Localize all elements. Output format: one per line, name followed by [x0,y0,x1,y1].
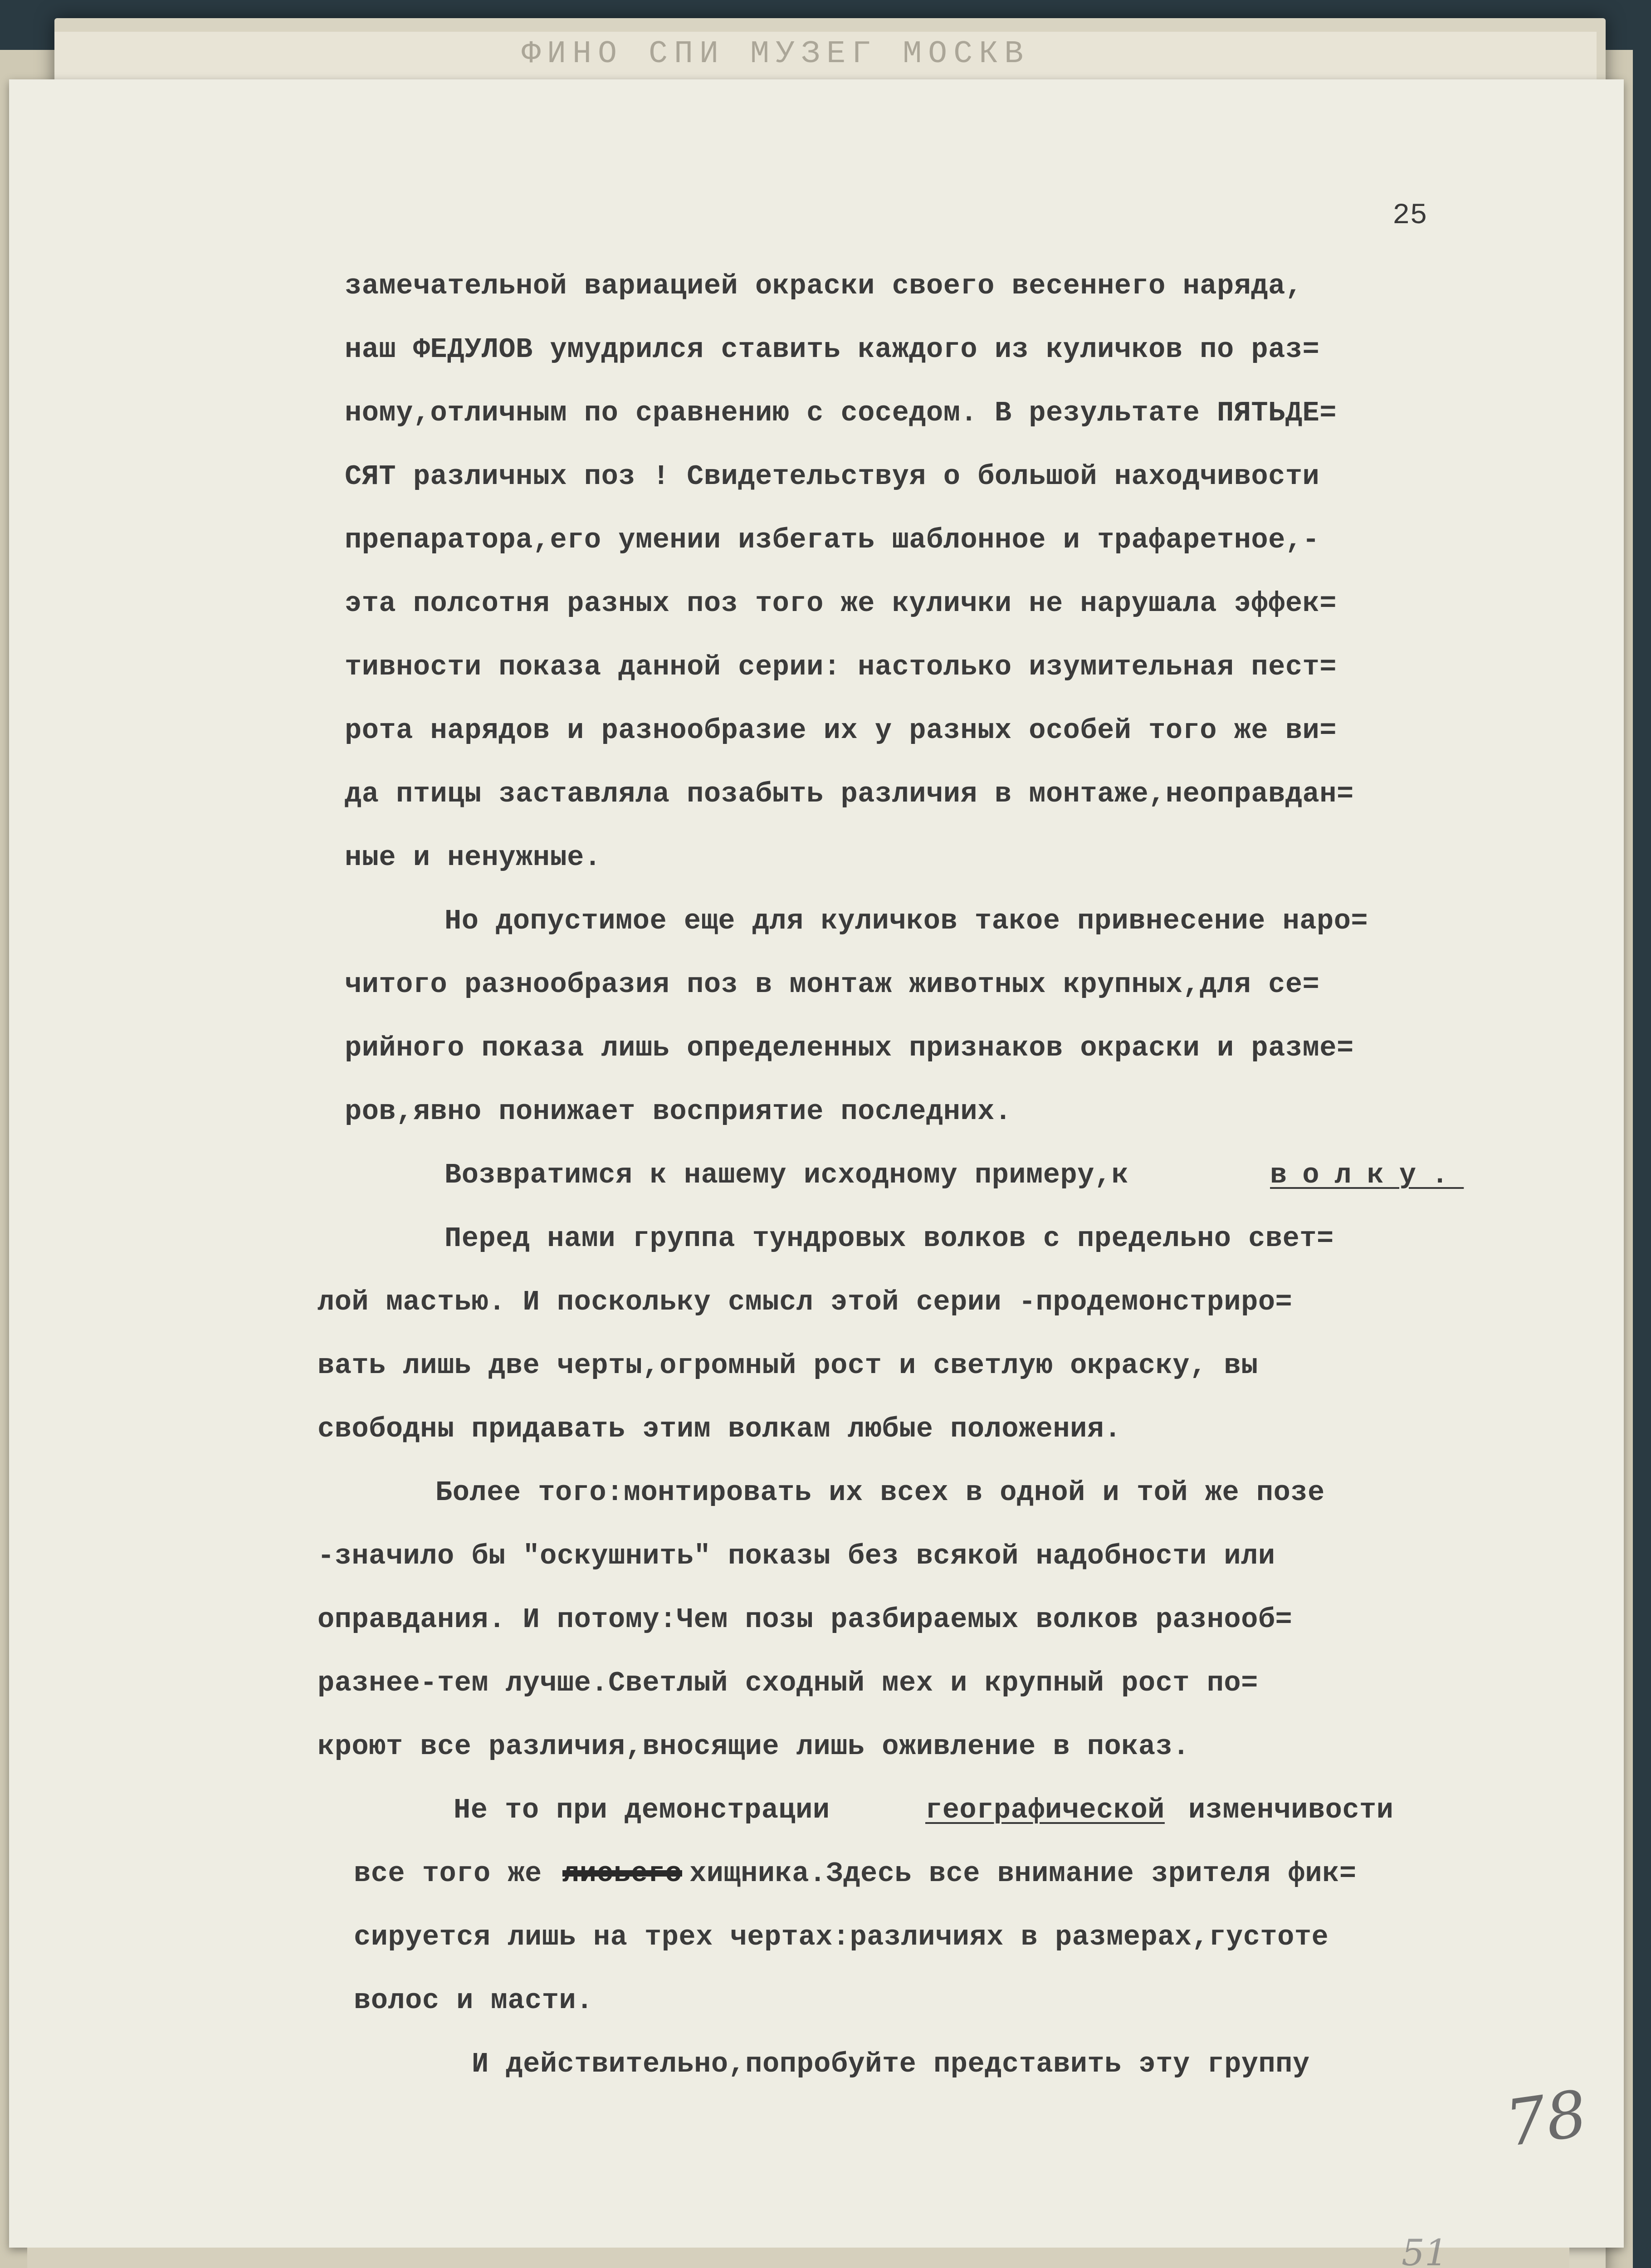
text-line: Более того:монтировать их всех в одной и той же позе [435,1476,1325,1509]
text-line: эта полсотня разных поз того же кулички не нарушала эффек= [345,587,1337,620]
underlined-word-wolf: волку. [1270,1159,1464,1191]
text-line: -значило бы "оскушнить" показы без всякой надобности или [318,1540,1275,1572]
text-line: Но допустимое еще для куличков такое привнесение наро= [444,905,1368,937]
text-line: изменчивости [1188,1794,1394,1826]
text-line: ному,отличным по сравнению с соседом. В результате ПЯТЬДЕ= [345,397,1337,429]
page-number: 25 [1392,200,1427,232]
text-line: ные и ненужные. [345,841,601,874]
text-line: Возвратимся к нашему исходному примеру,к [444,1159,1129,1191]
text-line: Перед нами группа тундровых волков с предельно свет= [444,1222,1334,1255]
text-line: препаратора,его умении избегать шаблонное и трафаретное,- [345,524,1320,556]
text-line: разнее-тем лучше.Светлый сходный мех и крупный рост по= [318,1667,1258,1699]
text-line: Не то при демонстрации [454,1794,830,1826]
text-line: читого разнообразия поз в монтаж животных крупных,для се= [345,968,1320,1001]
struck-word: лисьего [562,1857,682,1890]
text-line: лой мастью. И поскольку смысл этой серии -продемонстриро= [318,1286,1293,1318]
text-line: рота нарядов и разнообразие их у разных особей того же ви= [345,714,1337,747]
text-line: волос и масти. [354,1984,593,2017]
page-bottom-edge [27,2248,1569,2268]
text-line: свободны придавать этим волкам любые положения. [318,1413,1122,1445]
bottom-margin-mark: 51 [1402,2232,1448,2268]
text-line: хищника.Здесь все внимание зрителя фик= [689,1857,1357,1890]
text-line: кроют все различия,вносящие лишь оживление в показ. [318,1730,1190,1763]
text-line: вать лишь две черты,огромный рост и светлую окраску, вы [318,1349,1258,1382]
handwritten-folio-number: 78 [1501,2077,1592,2161]
text-line: ров,явно понижает восприятие последних. [345,1095,1012,1128]
text-line: рийного показа лишь определенных признаков окраски и разме= [345,1032,1354,1064]
text-line: наш ФЕДУЛОВ умудрился ставить каждого из куличков по раз= [345,333,1320,366]
text-line: все того же [354,1857,559,1890]
text-line: да птицы заставляла позабыть различия в монтаже,неоправдан= [345,778,1354,810]
text-line: И действительно,попробуйте представить эту группу [472,2048,1310,2080]
text-line: сируется лишь на трех чертах:различиях в размерах,густоте [354,1921,1329,1953]
underlined-word-geo: географической [925,1794,1165,1826]
text-line: тивности показа данной серии: настолько изумительная пест= [345,651,1337,683]
text-line: замечательной вариацией окраски своего весеннего наряда, [345,270,1303,302]
text-line: СЯТ различных поз ! Свидетельствуя о большой находчивости [345,460,1320,493]
folder-top-strip-text: ФИНО СПИ МУЗЕГ МОСКВ [522,36,1030,72]
text-line: оправдания. И потому:Чем позы разбираемых волков разнооб= [318,1603,1293,1636]
